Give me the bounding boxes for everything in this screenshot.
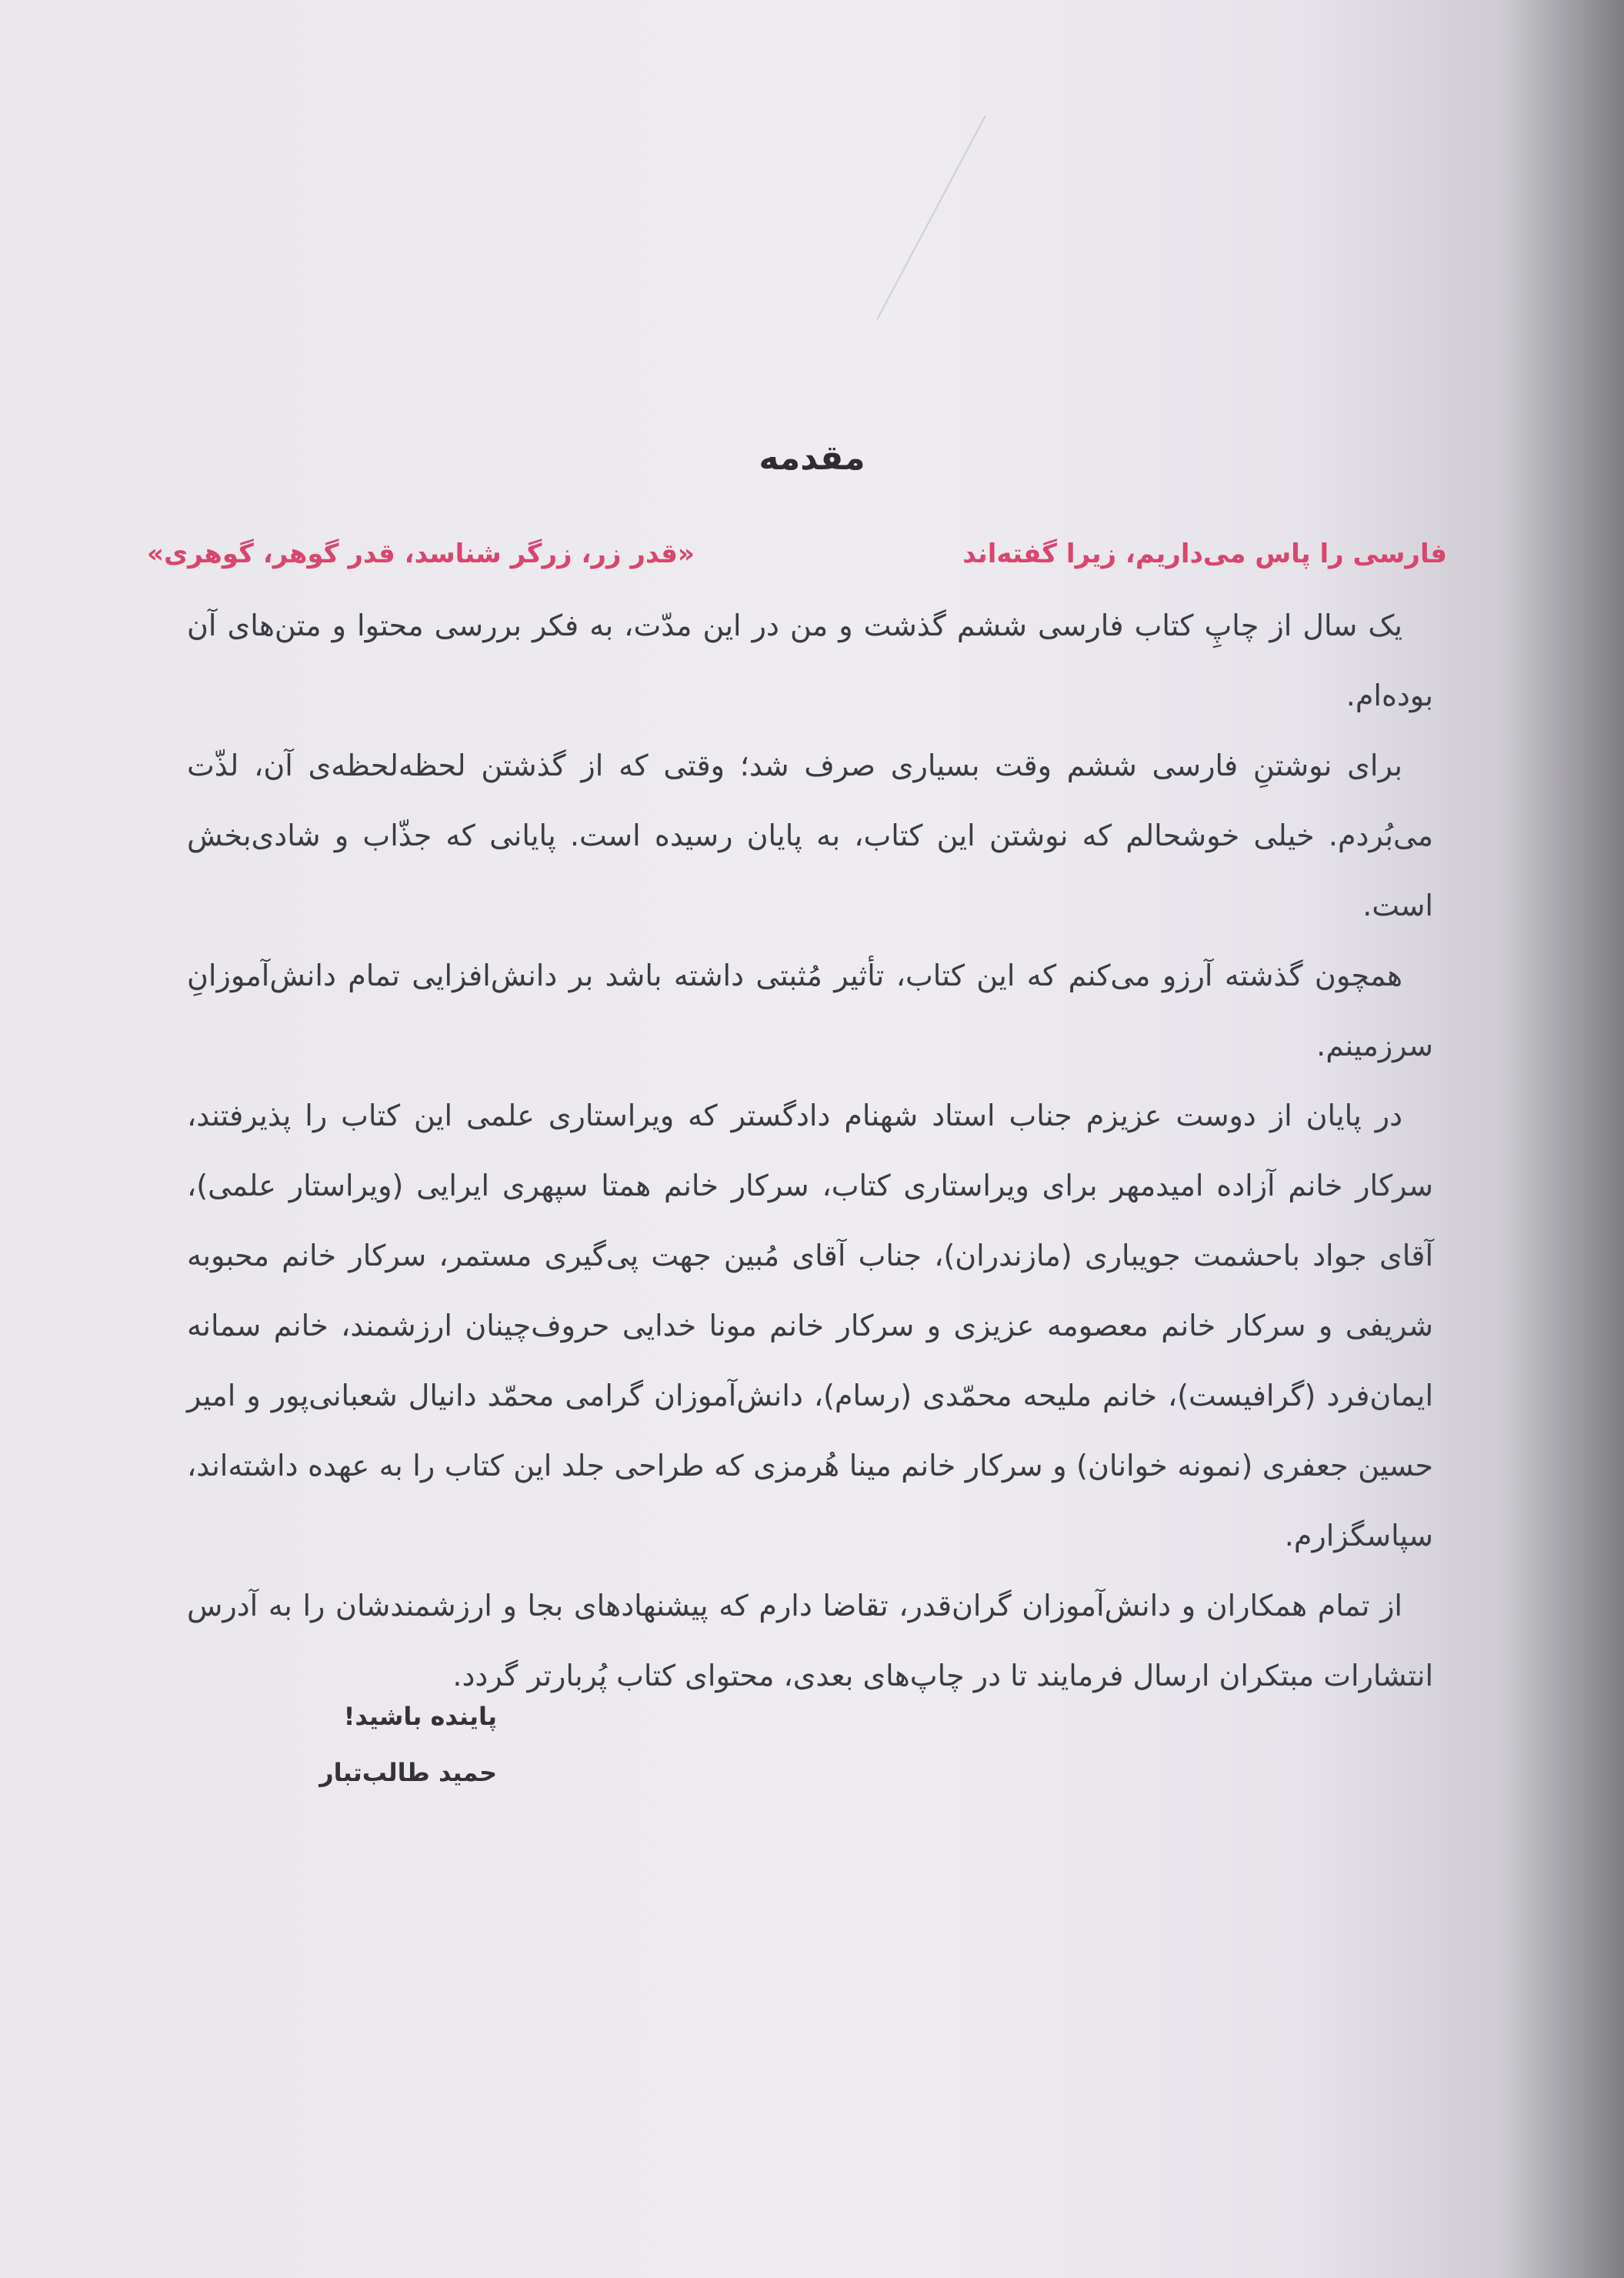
- paper-scratch-mark: [876, 115, 1095, 378]
- preface-body: [187, 591, 1433, 1711]
- paragraph-5: از تمام همکاران و دانش‌آموزان گران‌قدر، تقاضا دارم که پیشنهادهای بجا و ارزشمندشان را به آدرس انتشارات مبتکران ارسال فرمایند تا در چاپ‌های بعدی، محتوای کتاب پُربارتر گردد.: [187, 1589, 1433, 1693]
- paragraph-3: همچون گذشته آرزو می‌کنم که این کتاب، تأثیر مُثبتی داشته باشد بر دانش‌افزایی تمام دانش‌آموزانِ سرزمینم.: [187, 959, 1433, 1062]
- epigraph: [147, 539, 1447, 585]
- paragraph-1: یک سال از چاپِ کتاب فارسی ششم گذشت و من در این مدّت، به فکر بررسی محتوا و متن‌های آن بوده‌ام.: [187, 609, 1433, 712]
- author-signature: حمید طالب‌تبار: [319, 1758, 497, 1787]
- page-title: مقدمه: [759, 439, 865, 478]
- paragraph-4: در پایان از دوست عزیزم جناب استاد شهنام دادگستر که ویراستاری علمی این کتاب را پذیرفتند، سرکار خانم آزاده امیدمهر برای ویراستاری کتاب، سرکار خانم همتا سپهری ایرایی (ویراستار علمی)، آقای جواد باحشمت جویباری (مازندران)، جناب آقای مُبین جهت پی‌گیری مستمر، سرکار خانم محبوبه شریفی و سرکار خانم معصومه عزیزی و سرکار خانم مونا خدایی حروف‌چینان ارزشمند، خانم سمانه ایمان‌فرد (گرافیست)، خانم ملیحه محمّدی (رسام)، دانش‌آموزان گرامی محمّد دانیال شعبانی‌پور و امیر حسین جعفری (نمونه خوانان) و سرکار خانم مینا هُرمزی که طراحی جلد این کتاب را به عهده داشته‌اند، سپاسگزارم.: [187, 1099, 1433, 1553]
- epigraph-quote: «قدر زر، زرگر شناسد، قدر گوهر، گوهری»: [147, 539, 695, 569]
- page-edge-shadow: [1509, 0, 1624, 2278]
- paragraph-2: برای نوشتنِ فارسی ششم وقت بسیاری صرف شد؛ وقتی که از گذشتن لحظه‌لحظه‌ی آن، لذّت می‌بُردم. خیلی خوشحالم که نوشتن این کتاب، به پایان رسیده است. پایانی که جذّاب و شادی‌بخش است.: [187, 749, 1433, 922]
- closing-line: پاینده باشید!: [343, 1702, 497, 1731]
- epigraph-intro: فارسی را پاس می‌داریم، زیرا گفته‌اند: [962, 539, 1447, 569]
